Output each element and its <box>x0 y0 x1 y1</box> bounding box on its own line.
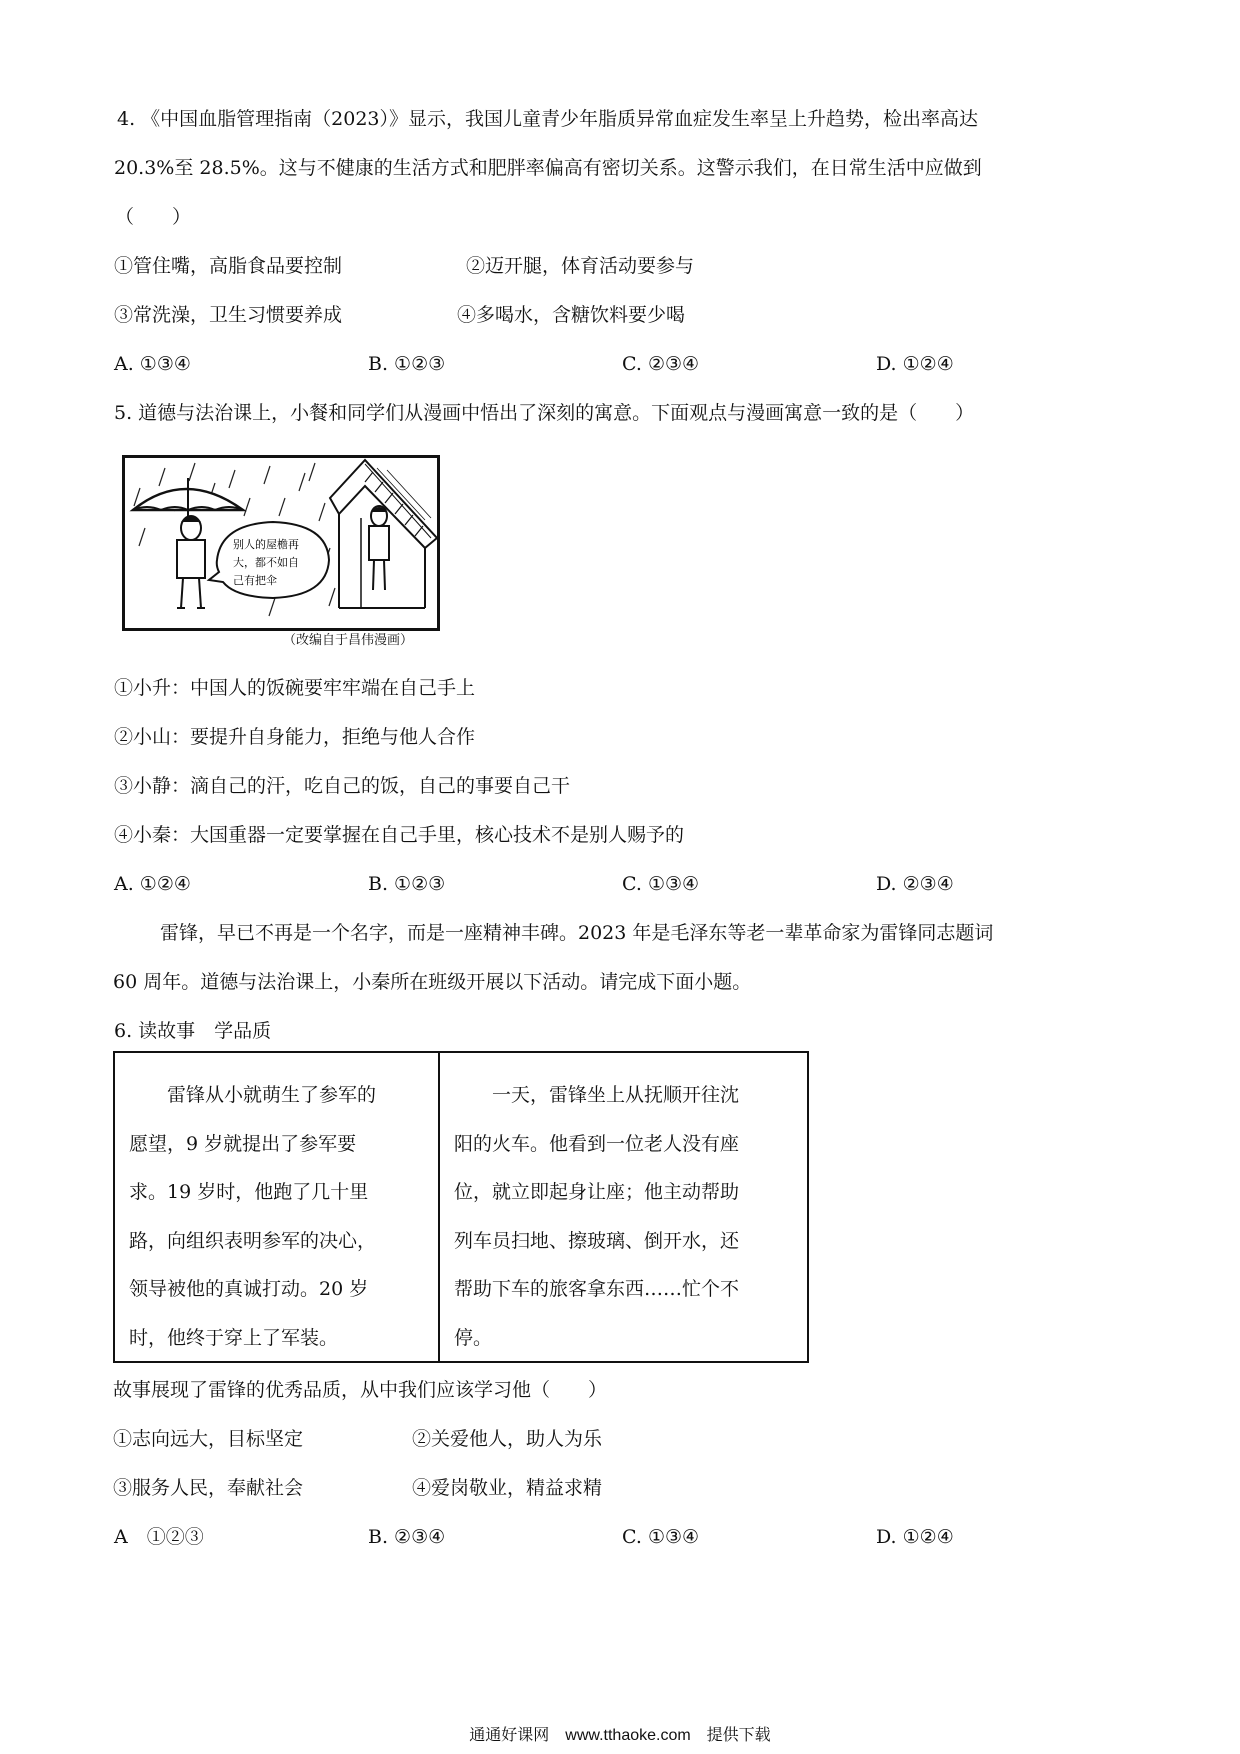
q6-statement-3: ③服务人民，奉献社会 <box>113 1477 304 1499</box>
story-table <box>113 1051 809 1363</box>
q5-statement-1: ①小升：中国人的饭碗要牢牢端在自己手上 <box>114 677 476 699</box>
q4-statement-1: ①管住嘴，高脂食品要控制 <box>114 255 343 277</box>
q4-stem-line2: 20.3%至 28.5%。这与不健康的生活方式和肥胖率偏高有密切关系。这警示我们，在日常生活中应做到 <box>114 157 982 179</box>
story-right-line: 停。 <box>454 1326 493 1349</box>
comic-caption: （改编自于昌伟漫画） <box>283 633 414 648</box>
story-left-line: 雷锋从小就萌生了参军的 <box>129 1084 377 1106</box>
q5-statement-2: ②小山：要提升自身能力，拒绝与他人合作 <box>114 726 476 748</box>
q6-statement-2: ②关爱他人，助人为乐 <box>412 1428 603 1450</box>
q6-option-b[interactable]: B. ②③④ <box>368 1526 446 1548</box>
q4-statement-3: ③常洗澡，卫生习惯要养成 <box>114 304 343 326</box>
bubble-line-1: 别人的屋檐再 <box>233 538 299 551</box>
q6-option-c[interactable]: C. ①③④ <box>622 1526 700 1548</box>
q4-statement-4: ④多喝水，含糖饮料要少喝 <box>457 304 686 326</box>
q6-option-a[interactable]: A ①②③ <box>114 1526 204 1548</box>
bubble-line-2: 大，都不如自 <box>233 556 299 569</box>
q5-statement-4: ④小秦：大国重器一定要掌握在自己手里，核心技术不是别人赐予的 <box>114 824 685 846</box>
story-left-line: 领导被他的真诚打动。20 岁 <box>129 1278 369 1300</box>
q6-question: 故事展现了雷锋的优秀品质，从中我们应该学习他（ ） <box>113 1379 608 1401</box>
q5-option-b[interactable]: B. ①②③ <box>368 873 446 895</box>
q5-option-d[interactable]: D. ②③④ <box>876 873 954 895</box>
q4-answer-paren: （ ） <box>115 206 192 228</box>
q6-option-d[interactable]: D. ①②④ <box>876 1526 954 1548</box>
intro-line-2: 60 周年。道德与法治课上，小秦所在班级开展以下活动。请完成下面小题。 <box>113 971 752 993</box>
q5-option-a[interactable]: A. ①②④ <box>114 873 191 895</box>
q5-statement-3: ③小静：滴自己的汗，吃自己的饭，自己的事要自己干 <box>114 775 571 797</box>
q4-statement-2: ②迈开腿，体育活动要参与 <box>466 255 695 277</box>
story-left-line: 愿望，9 岁就提出了参军要 <box>129 1132 357 1155</box>
bubble-line-3: 己有把伞 <box>233 574 277 587</box>
story-cell-right <box>440 1053 807 1361</box>
intro-line-1: 雷锋，早已不再是一个名字，而是一座精神丰碑。2023 年是毛泽东等老一辈革命家为雷锋同志题词 <box>160 922 994 944</box>
story-left-line: 路，向组织表明参军的决心， <box>129 1229 377 1252</box>
story-right-line: 一天，雷锋坐上从抚顺开往沈 <box>454 1084 740 1106</box>
q6-statement-1: ①志向远大，目标坚定 <box>113 1428 304 1450</box>
story-cell-left <box>115 1053 440 1361</box>
q6-stem: 6. 读故事 学品质 <box>114 1020 272 1042</box>
comic-drawing <box>125 458 437 628</box>
person-with-umbrella <box>177 516 205 608</box>
q5-option-c[interactable]: C. ①③④ <box>622 873 700 895</box>
q4-option-b[interactable]: B. ①②③ <box>368 353 446 375</box>
story-left-line: 求。19 岁时，他跑了几十里 <box>129 1181 369 1203</box>
q4-stem-line1: 4. 《中国血脂管理指南（2023）》显示，我国儿童青少年脂质异常血症发生率呈上升趋势，检出率高达 <box>117 108 979 130</box>
q4-option-a[interactable]: A. ①③④ <box>114 353 191 375</box>
story-right-line: 列车员扫地、擦玻璃、倒开水，还 <box>454 1229 740 1252</box>
footer-credit[interactable]: 通通好课网 www.tthaoke.com 提供下载 <box>469 1727 771 1744</box>
q4-option-d[interactable]: D. ①②④ <box>876 353 954 375</box>
person-under-eaves <box>369 506 389 590</box>
story-left-line: 时，他终于穿上了军装。 <box>129 1326 339 1349</box>
q4-option-c[interactable]: C. ②③④ <box>622 353 700 375</box>
comic-illustration <box>122 455 440 631</box>
story-right-line: 帮助下车的旅客拿东西……忙个不 <box>454 1278 740 1300</box>
story-right-line: 位，就立即起身让座；他主动帮助 <box>454 1181 740 1203</box>
story-right-line: 阳的火车。他看到一位老人没有座 <box>454 1132 740 1155</box>
q6-statement-4: ④爱岗敬业，精益求精 <box>412 1477 603 1499</box>
q5-stem: 5. 道德与法治课上，小餐和同学们从漫画中悟出了深刻的寓意。下面观点与漫画寓意一致的是（ ） <box>114 402 975 424</box>
